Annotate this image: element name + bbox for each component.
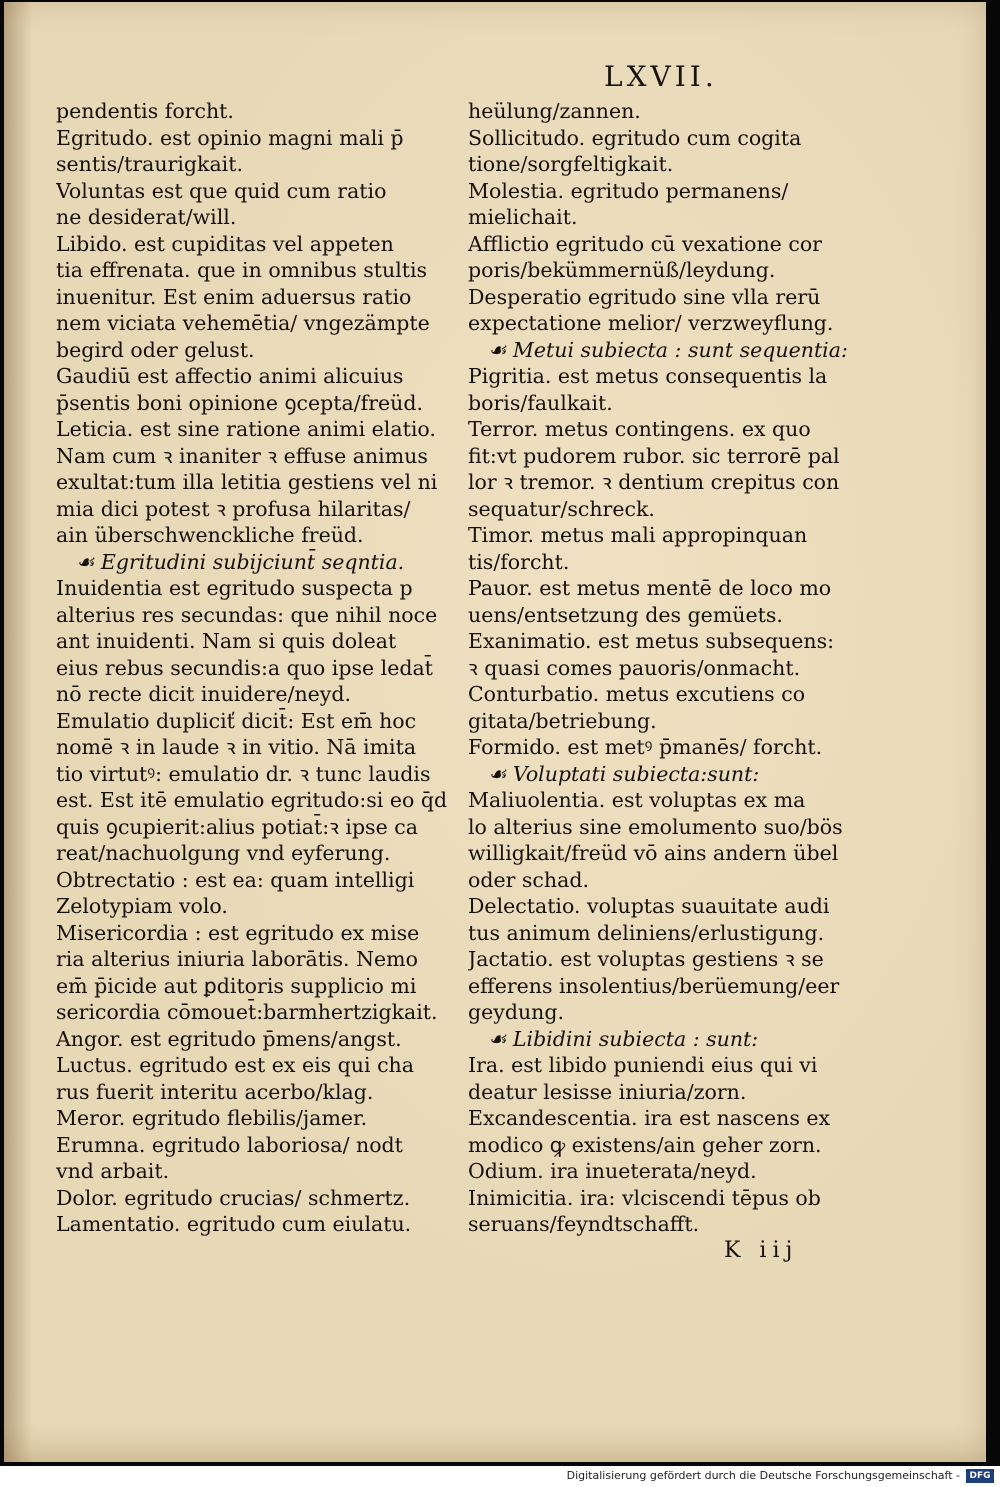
text-line: Dolor. egritudo crucias/ schmertz. — [56, 1185, 411, 1210]
text-line: Pigritia. est metus consequentis la — [468, 364, 828, 388]
text-line: Jactatio. est voluptas gestiens ꝛ se — [468, 947, 824, 971]
right-text-column — [468, 98, 868, 1238]
text-line: Misericordia : est egritudo ex mise — [56, 920, 420, 945]
text-line: efferens insolentius/berüemung/eer — [468, 973, 840, 998]
text-line: Molestia. egritudo permanens/ — [468, 178, 789, 203]
text-line: tia effrenata. que in omnibus stultis — [56, 258, 428, 282]
text-line: heülung/zannen. — [468, 99, 641, 123]
text-line: expectatione melior/ verzweyflung. — [468, 311, 834, 335]
text-line: Angor. est egritudo p̄mens/angst. — [56, 1026, 402, 1051]
text-line: vnd arbait. — [56, 1159, 170, 1183]
text-line: Nam cum ꝛ inaniter ꝛ effuse animus — [56, 443, 428, 468]
dfg-logo: DFG — [966, 1469, 994, 1483]
text-line: mia dici potest ꝛ profusa hilaritas/ — [56, 496, 411, 521]
text-line: sentis/traurigkait. — [56, 152, 243, 176]
text-line: ria alterius iniuria laborātis. Nemo — [56, 947, 418, 971]
text-line: ☙ Egritudini subijciunt̄ seqntia. — [76, 549, 405, 574]
text-line: Terror. metus contingens. ex quo — [468, 417, 811, 441]
text-line: sequatur/schreck. — [468, 496, 655, 521]
text-line: sericordia cōmouet̄:barmhertzigkait. — [56, 1000, 438, 1024]
text-line: ☙ Voluptati subiecta:sunt: — [488, 761, 760, 786]
text-line: oder schad. — [468, 867, 589, 892]
text-line: ant inuidenti. Nam si quis doleat — [56, 629, 397, 653]
text-line: Leticia. est sine ratione animi elatio. — [56, 417, 436, 441]
text-line: inuenitur. Est enim aduersus ratio — [56, 284, 412, 309]
text-line: Erumna. egritudo laboriosa/ nodt — [56, 1132, 403, 1157]
text-line: geydung. — [468, 1000, 565, 1024]
text-line: Desperatio egritudo sine vlla rerū — [468, 284, 821, 309]
text-line: reat/nachuolgung vnd eyferung. — [56, 841, 391, 865]
text-line: ꝛ quasi comes pauoris/onmacht. — [468, 655, 801, 680]
text-line: Ira. est libido puniendi eius qui vi — [468, 1053, 818, 1077]
text-line: Voluntas est que quid cum ratio — [56, 178, 387, 203]
text-line: mielichait. — [468, 205, 578, 229]
text-line: nem viciata vehemētia/ vngezämpte — [56, 311, 430, 335]
text-line: em̄ p̄icide aut ꝑditoris supplicio mi — [56, 973, 417, 998]
text-line: nō recte dicit inuidere/neyd. — [56, 682, 351, 706]
text-line: Delectatio. voluptas suauitate audi — [468, 894, 830, 918]
text-line: ne desiderat/will. — [56, 205, 237, 229]
text-line: lo alterius sine emolumento suo/bös — [468, 814, 843, 839]
text-line: Egritudo. est opinio magni mali p̄ — [56, 125, 404, 150]
text-line: Meror. egritudo flebilis/jamer. — [56, 1106, 368, 1130]
text-line: Odium. ira inueterata/neyd. — [468, 1159, 757, 1183]
text-line: Obtrectatio : est ea: quam intelligi — [56, 867, 415, 892]
text-line: ☙ Libidini subiecta : sunt: — [488, 1026, 759, 1051]
text-line: boris/faulkait. — [468, 390, 613, 415]
text-line: quis ꝯcupierit:alius potiat̄:ꝛ ipse ca — [56, 814, 418, 839]
text-line: willigkait/freüd vō ains andern übel — [468, 841, 839, 865]
text-line: modico ꝙ existens/ain geher zorn. — [468, 1132, 822, 1157]
text-line: Inimicitia. ira: vlciscendi tēpus ob — [468, 1185, 821, 1210]
text-line: alterius res secundas: que nihil noce — [56, 602, 438, 627]
left-text-column — [56, 98, 456, 1238]
text-line: Conturbatio. metus excutiens co — [468, 682, 806, 706]
text-line: exultat:tum illa letitia gestiens vel ni — [56, 470, 438, 494]
text-line: lor ꝛ tremor. ꝛ dentium crepitus con — [468, 470, 840, 494]
text-line: Timor. metus mali appropinquan — [468, 523, 808, 547]
text-line: pendentis forcht. — [56, 99, 234, 123]
text-line: tus animum deliniens/erlustigung. — [468, 920, 825, 945]
text-line: Formido. est metꝰ p̄manēs/ forcht. — [468, 735, 823, 759]
text-line: deatur lesisse iniuria/zorn. — [468, 1079, 747, 1104]
text-line: Lamentatio. egritudo cum eiulatu. — [56, 1212, 412, 1236]
text-line: Afflictio egritudo cū vexatione cor — [468, 231, 822, 256]
text-line: seruans/feyndtschafft. — [468, 1212, 700, 1236]
text-line: Gaudiū est affectio animi alicuius — [56, 364, 404, 388]
text-line: poris/bekümmernüß/leydung. — [468, 258, 776, 282]
text-line: Inuidentia est egritudo suspecta p — [56, 576, 413, 600]
text-line: Sollicitudo. egritudo cum cogita — [468, 125, 802, 150]
text-line: Pauor. est metus mentē de loco mo — [468, 576, 832, 600]
text-line: est. Est itē emulatio egritudo:si eo q̄d — [56, 788, 448, 812]
text-line: Emulatio dupliciť dicit̄: Est em̄ hoc — [56, 708, 417, 733]
text-line: uens/entsetzung des gemüets. — [468, 602, 783, 627]
text-line: tio virtutꝰ: emulatio dr. ꝛ tunc laudis — [56, 761, 431, 786]
book-page — [4, 2, 986, 1462]
text-line: Libido. est cupiditas vel appeten — [56, 231, 394, 256]
text-line: tis/forcht. — [468, 549, 570, 574]
text-line: ain überschwenckliche freüd. — [56, 523, 364, 547]
text-line: eius rebus secundis:a quo ipse ledat̄ — [56, 655, 433, 680]
text-line: Zelotypiam volo. — [56, 894, 228, 918]
signature-mark: K iij — [724, 1238, 799, 1263]
text-line: nomē ꝛ in laude ꝛ in vitio. Nā imita — [56, 735, 417, 759]
text-line: fit:vt pudorem rubor. sic terrorē pal — [468, 443, 840, 468]
text-line: Exanimatio. est metus subsequens: — [468, 629, 835, 653]
text-line: gitata/betriebung. — [468, 708, 657, 733]
text-line: rus fuerit interitu acerbo/klag. — [56, 1079, 374, 1104]
funding-credit: Digitalisierung gefördert durch die Deutsche Forschungsgemeinschaft - — [566, 1469, 960, 1482]
text-line: Excandescentia. ira est nascens ex — [468, 1106, 831, 1130]
text-line: begird oder gelust. — [56, 337, 255, 362]
text-line: Maliuolentia. est voluptas ex ma — [468, 788, 806, 812]
digitization-footer — [0, 1466, 1000, 1487]
text-line: p̄sentis boni opinione ꝯcepta/freüd. — [56, 390, 424, 415]
text-line: ☙ Metui subiecta : sunt sequentia: — [488, 337, 848, 362]
text-line: Luctus. egritudo est ex eis qui cha — [56, 1053, 414, 1077]
text-line: tione/sorgfeltigkait. — [468, 152, 674, 176]
page-number: LXVII. — [604, 60, 718, 93]
